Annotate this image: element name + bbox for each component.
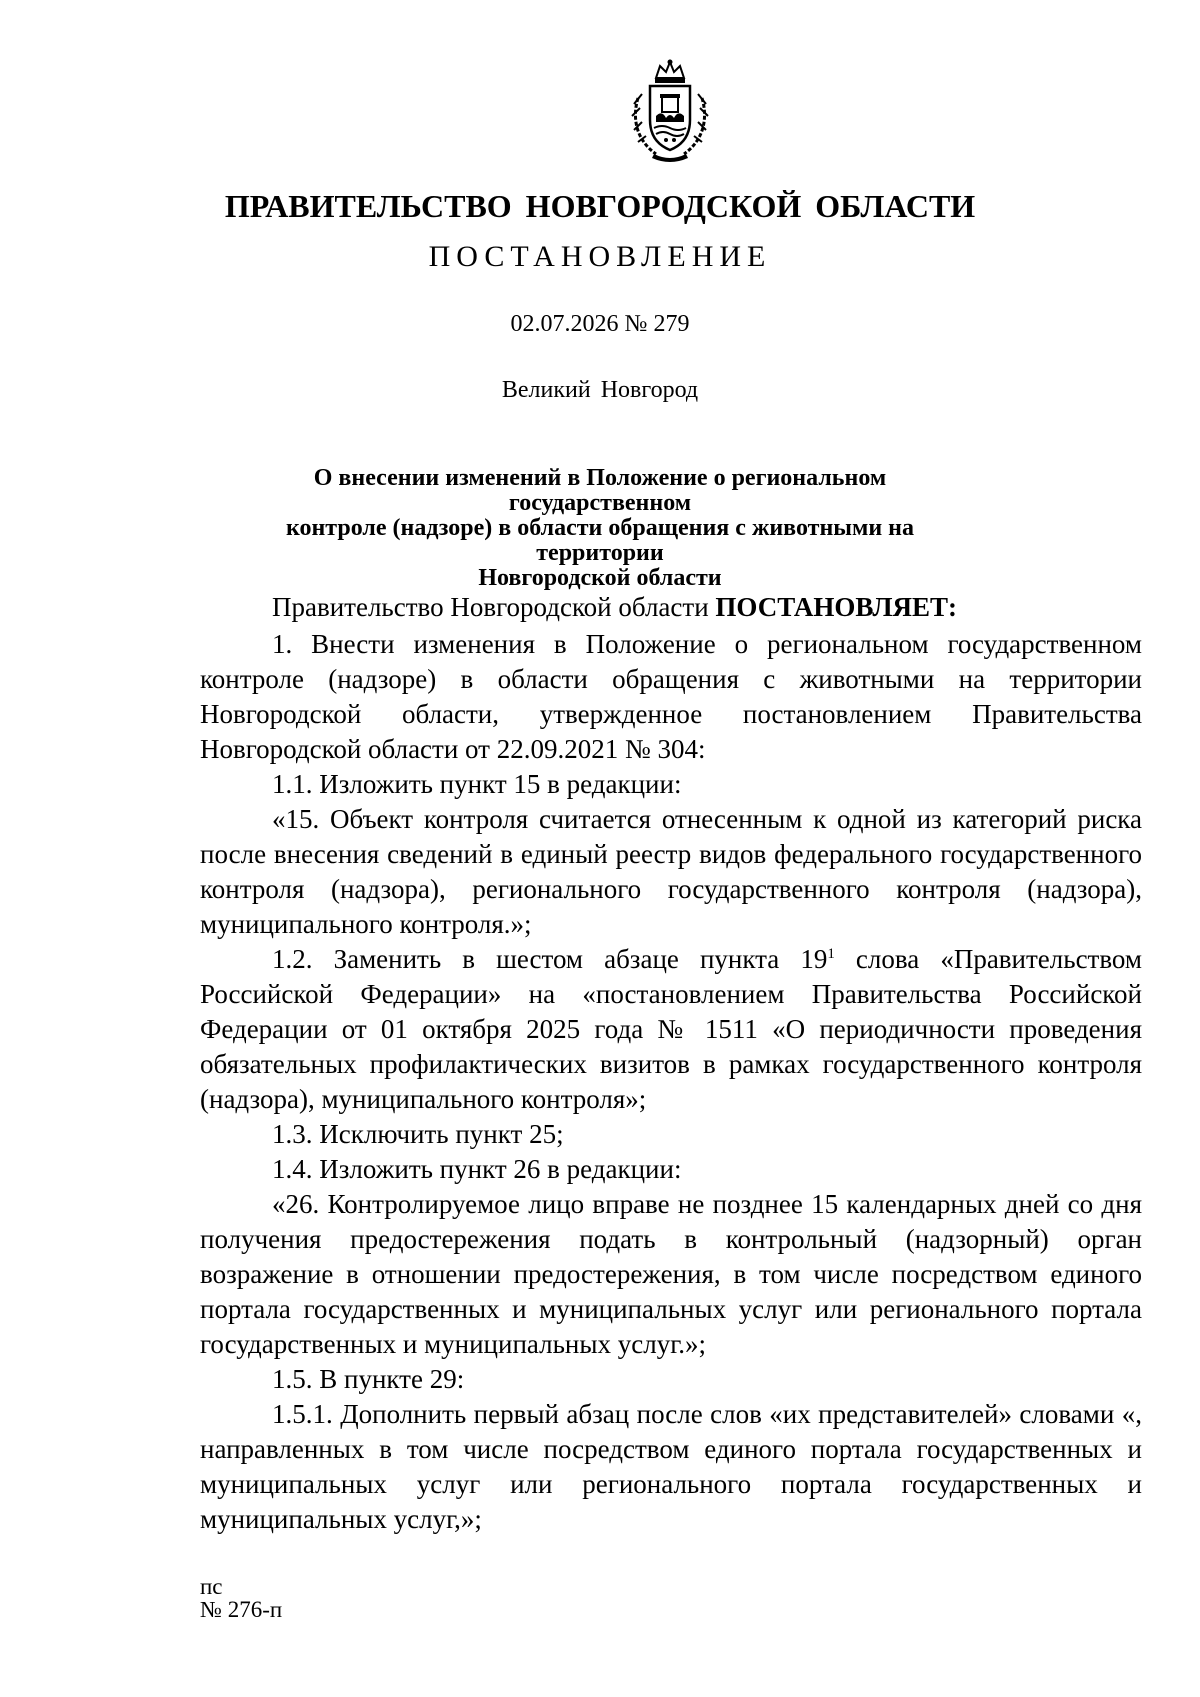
- footer-draft-number: № 276-п: [200, 1597, 283, 1622]
- city: Великий Новгород: [501, 377, 699, 403]
- paragraph-1-4: 1.4. Изложить пункт 26 в редакции:: [272, 1154, 682, 1184]
- footer-initials: пс: [200, 1574, 223, 1599]
- paragraph-1-3: 1.3. Исключить пункт 25;: [272, 1119, 564, 1149]
- document-type: ПОСТАНОВЛЕНИЕ: [428, 240, 772, 273]
- coat-of-arms-icon: [626, 58, 714, 162]
- document-body: [200, 590, 1142, 1537]
- preamble-text: Правительство Новгородской области: [272, 592, 716, 622]
- date-and-number: 02.07.2026 № 279: [510, 311, 690, 337]
- paragraph-1-2-start: 1.2. Заменить в шестом абзаце пункта 19: [272, 944, 828, 974]
- government-title: ПРАВИТЕЛЬСТВО НОВГОРОДСКОЙ ОБЛАСТИ: [224, 188, 976, 224]
- superscript: 1: [827, 946, 835, 962]
- document-subject: [235, 466, 965, 591]
- subject-line: контроле (надзоре) в области обращения с животными на территории: [285, 515, 915, 566]
- subject-line: Новгородской области: [478, 565, 722, 591]
- paragraph-point-26: «26. Контролируемое лицо вправе не позднее 15 календарных дней со дня получения предостережения подать в контрольный (надзорный) орган возражение в отношении предостережения, в том числе посредством единого портала государственных и муниципальных услуг или регионального портала государственных и муниципальных услуг.»;: [200, 1189, 1142, 1359]
- paragraph-1: 1. Внести изменения в Положение о региональном государственном контроле (надзоре) в области обращения с животными на территории Новгородской области, утвержденное постановлением Правительства Новгородской области от 22.09.2021 № 304:: [200, 629, 1142, 764]
- paragraph-1-2-end: слова «Правительством Российской Федерации» на «постановлением Правительства Российской Федерации от 01 октября 2025 года № 1511 «О периодичности проведения обязательных профилактических визитов в рамках государственного контроля (надзора), муниципального контроля»;: [200, 944, 1142, 1114]
- paragraph-1-5: 1.5. В пункте 29:: [272, 1364, 465, 1394]
- footer-note: [200, 1575, 282, 1621]
- subject-line: О внесении изменений в Положение о региональном государственном: [313, 465, 887, 516]
- paragraph-1-5-1: 1.5.1. Дополнить первый абзац после слов «их представителей» словами «, направленных в том числе посредством единого портала государственных и муниципальных услуг или регионального портала государственных и муниципальных услуг,»;: [200, 1399, 1142, 1534]
- preamble-resolves: ПОСТАНОВЛЯЕТ:: [715, 592, 957, 622]
- paragraph-1-1: 1.1. Изложить пункт 15 в редакции:: [272, 769, 682, 799]
- preamble: [200, 590, 1142, 625]
- paragraph-1-2: [200, 942, 1142, 1117]
- paragraph-point-15: «15. Объект контроля считается отнесенным к одной из категорий риска после внесения сведений в единый реестр видов федерального государственного контроля (надзора), регионального государственного контроля (надзора), муниципального контроля.»;: [200, 804, 1142, 939]
